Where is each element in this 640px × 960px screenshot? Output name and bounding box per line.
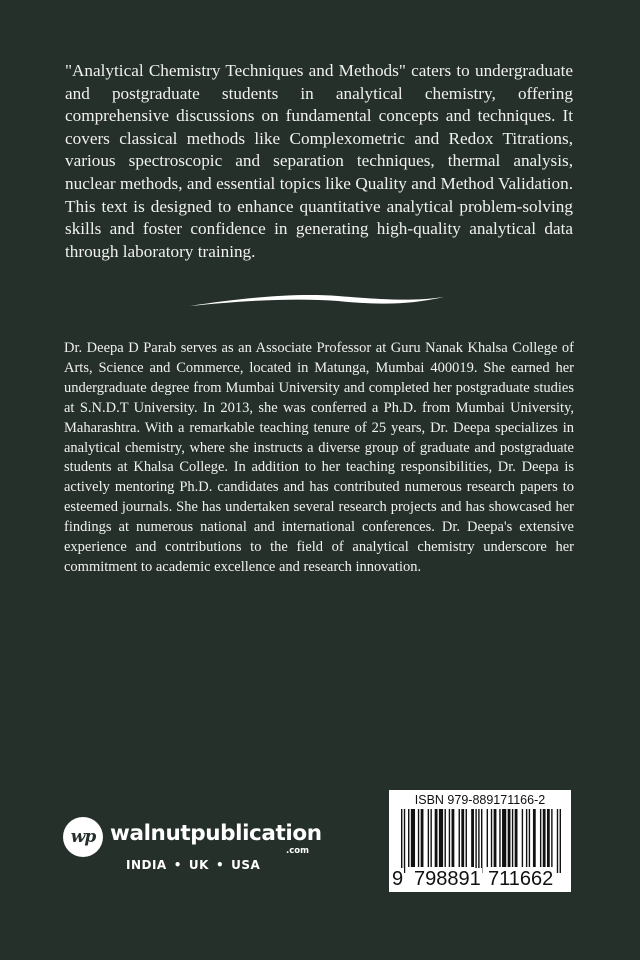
barcode-bar bbox=[557, 809, 558, 873]
barcode-bar bbox=[452, 809, 455, 867]
barcode-bar bbox=[466, 809, 467, 867]
separator-dot: • bbox=[215, 858, 225, 872]
barcode-bar bbox=[461, 809, 464, 867]
publisher-name: walnutpublication bbox=[110, 821, 322, 846]
barcode-bar bbox=[411, 809, 415, 867]
barcode-bar bbox=[560, 809, 561, 873]
barcode-digits-right: 711662 bbox=[488, 868, 554, 890]
barcode-bar bbox=[428, 809, 429, 867]
barcode-bar bbox=[522, 809, 523, 867]
barcode-bar bbox=[481, 809, 482, 873]
barcode-bars bbox=[401, 809, 561, 873]
barcode-bar bbox=[401, 809, 402, 873]
barcode-bar bbox=[475, 809, 476, 873]
barcode-bar bbox=[515, 809, 518, 867]
barcode-bar bbox=[491, 809, 492, 867]
country-usa: USA bbox=[231, 858, 261, 872]
barcode-bar bbox=[551, 809, 552, 867]
barcode-bar bbox=[543, 809, 546, 867]
barcode-bar bbox=[408, 809, 409, 867]
barcode-bar bbox=[435, 809, 438, 867]
barcode-bar bbox=[430, 809, 431, 867]
isbn-label: ISBN 979-889171166-2 bbox=[414, 793, 546, 807]
barcode-bar bbox=[439, 809, 443, 867]
barcode-digits-left: 798891 bbox=[414, 868, 481, 890]
barcode-bar bbox=[478, 809, 479, 873]
barcode-bar bbox=[449, 809, 450, 867]
barcode-bar bbox=[526, 809, 527, 867]
barcode-bar bbox=[529, 809, 530, 867]
publisher-countries bbox=[126, 858, 260, 872]
barcode-bar bbox=[445, 809, 446, 867]
barcode-bar bbox=[471, 809, 474, 867]
barcode-bar bbox=[421, 809, 424, 867]
barcode-digit-first: 9 bbox=[392, 868, 404, 890]
barcode-bar bbox=[494, 809, 497, 867]
barcode-bar bbox=[512, 809, 513, 867]
country-uk: UK bbox=[188, 858, 209, 872]
publisher-monogram: wp bbox=[63, 817, 103, 857]
barcode-bar bbox=[533, 809, 536, 867]
isbn-barcode bbox=[389, 790, 571, 892]
barcode-bar bbox=[487, 809, 488, 867]
barcode-bar bbox=[540, 809, 541, 867]
book-blurb: "Analytical Chemistry Techniques and Methods" caters to undergraduate and postgraduate students in analytical chemistry, offering comprehensive discussions on fundamental concepts and techniques. It covers classical methods like Complexometric and Redox Titrations, various spectroscopic and separation techniques, thermal analysis, nuclear methods, and essential topics like Quality and Method Validation. This text is designed to enhance quantitative analytical problem-solving skills and foster confidence in generating high-quality analytical data through laboratory training. bbox=[65, 61, 573, 261]
barcode-bar bbox=[418, 809, 419, 867]
barcode-bar bbox=[502, 809, 506, 867]
barcode-digits bbox=[391, 868, 569, 890]
barcode-bar bbox=[404, 809, 405, 873]
barcode-bar bbox=[547, 809, 550, 867]
decorative-swoosh bbox=[188, 291, 446, 313]
barcode-bar bbox=[459, 809, 460, 867]
barcode-bar bbox=[508, 809, 511, 867]
country-india: INDIA bbox=[126, 858, 167, 872]
author-bio: Dr. Deepa D Parab serves as an Associate Professor at Guru Nanak Khalsa College of Arts, Science and Commerce, located in Matunga, Mumbai 400019. She earned her undergraduate degree from Mumbai University and completed her postgraduate studies at S.N.D.T University. In 2013, she was conferred a Ph.D. from Mumbai University, Maharashtra. With a remarkable teaching tenure of 25 years, Dr. Deepa specializes in analytical chemistry, where she instructs a diverse group of graduate and postgraduate students at Khalsa College. In addition to her teaching responsibilities, Dr. Deepa is actively mentoring Ph.D. candidates and has contributed numerous research papers to esteemed journals. She has undertaken several research projects and has showcased her findings at numerous national and international conferences. Dr. Deepa's extensive experience and contributions to the field of analytical chemistry underscore her commitment to academic excellence and research innovation. bbox=[64, 340, 574, 575]
publisher-domain: .com bbox=[286, 846, 309, 856]
barcode-bar bbox=[499, 809, 500, 867]
separator-dot: • bbox=[173, 858, 182, 872]
